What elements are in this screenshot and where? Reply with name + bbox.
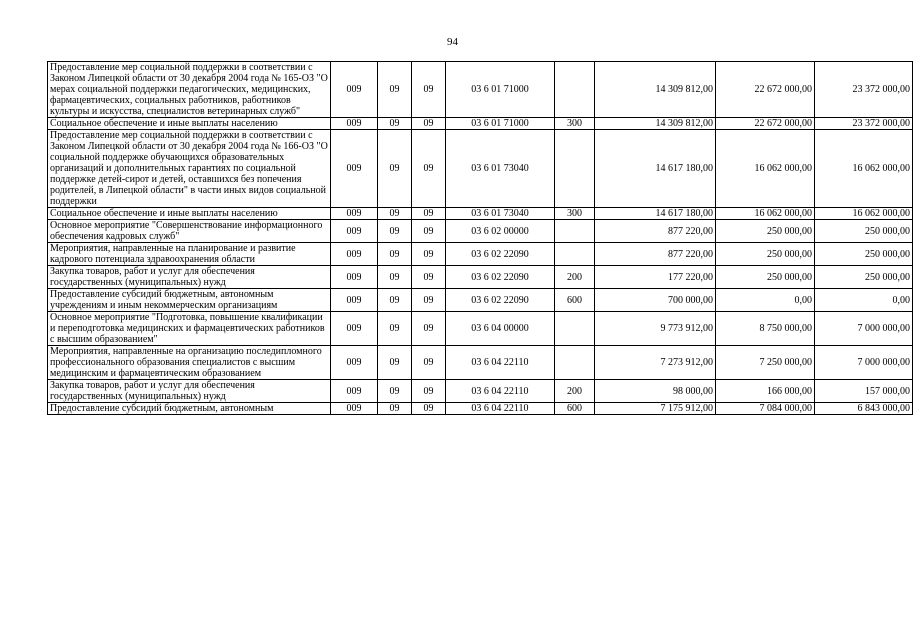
- cell-name: Предоставление мер социальной поддержки в соответствии с Законом Липецкой области от 30 декабря 2004 года № 165-ОЗ "О мерах социальной поддержки педагогических, медицинских, фармацевтических, социальных работников, работников культуры и искусства, специалистов ветеринарных служб": [48, 62, 331, 118]
- cell-name: Предоставление мер социальной поддержки в соответствии с Законом Липецкой области от 30 декабря 2004 года № 166-ОЗ "О социальной поддержке обучающихся образовательных организаций и дополнительных гарантиях по социальной поддержке детей-сирот и детей, оставшихся без попечения родителей, в Липецкой области" в части иных видов социальной поддержки: [48, 130, 331, 208]
- cell-section: 09: [378, 403, 412, 415]
- cell-expense-type: 600: [555, 289, 595, 312]
- cell-ministry-code: 009: [331, 346, 378, 380]
- cell-amount-3: 23 372 000,00: [815, 62, 913, 118]
- cell-target-code: 03 6 02 22090: [446, 266, 555, 289]
- cell-name: Мероприятия, направленные на планирование и развитие кадрового потенциала здравоохранения области: [48, 243, 331, 266]
- cell-subsection: 09: [412, 62, 446, 118]
- cell-name: Основное мероприятие "Подготовка, повышение квалификации и переподготовка медицинских и фармацевтических работников с высшим образованием": [48, 312, 331, 346]
- cell-ministry-code: 009: [331, 403, 378, 415]
- cell-subsection: 09: [412, 220, 446, 243]
- cell-subsection: 09: [412, 289, 446, 312]
- cell-ministry-code: 009: [331, 380, 378, 403]
- cell-amount-2: 166 000,00: [716, 380, 815, 403]
- table-row: [48, 118, 913, 130]
- cell-amount-1: 9 773 912,00: [595, 312, 716, 346]
- cell-amount-2: 16 062 000,00: [716, 208, 815, 220]
- cell-subsection: 09: [412, 266, 446, 289]
- cell-section: 09: [378, 62, 412, 118]
- cell-amount-1: 14 309 812,00: [595, 118, 716, 130]
- cell-expense-type: 200: [555, 380, 595, 403]
- cell-name: Предоставление субсидий бюджетным, автономным учреждениям и иным некоммерческим организациям: [48, 289, 331, 312]
- cell-section: 09: [378, 380, 412, 403]
- cell-ministry-code: 009: [331, 266, 378, 289]
- cell-amount-3: 250 000,00: [815, 243, 913, 266]
- cell-subsection: 09: [412, 312, 446, 346]
- cell-amount-1: 14 309 812,00: [595, 62, 716, 118]
- cell-expense-type: [555, 243, 595, 266]
- cell-ministry-code: 009: [331, 243, 378, 266]
- cell-name: Мероприятия, направленные на организацию последипломного профессионального образования специалистов с высшим медицинским и фармацевтическим образованием: [48, 346, 331, 380]
- cell-expense-type: [555, 346, 595, 380]
- page-number: 94: [447, 36, 458, 48]
- cell-target-code: 03 6 02 22090: [446, 289, 555, 312]
- table-row: [48, 243, 913, 266]
- table-row: [48, 403, 913, 415]
- cell-target-code: 03 6 02 00000: [446, 220, 555, 243]
- cell-amount-1: 14 617 180,00: [595, 130, 716, 208]
- cell-subsection: 09: [412, 380, 446, 403]
- cell-subsection: 09: [412, 346, 446, 380]
- table-row: [48, 346, 913, 380]
- cell-section: 09: [378, 289, 412, 312]
- table-row: [48, 312, 913, 346]
- cell-subsection: 09: [412, 208, 446, 220]
- cell-amount-3: 23 372 000,00: [815, 118, 913, 130]
- cell-target-code: 03 6 01 73040: [446, 208, 555, 220]
- table-row: [48, 208, 913, 220]
- cell-subsection: 09: [412, 118, 446, 130]
- cell-expense-type: 200: [555, 266, 595, 289]
- cell-target-code: 03 6 04 22110: [446, 403, 555, 415]
- cell-amount-1: 877 220,00: [595, 243, 716, 266]
- cell-name: Основное мероприятие "Совершенствование информационного обеспечения кадровых служб": [48, 220, 331, 243]
- cell-amount-3: 6 843 000,00: [815, 403, 913, 415]
- cell-target-code: 03 6 04 22110: [446, 346, 555, 380]
- cell-target-code: 03 6 01 71000: [446, 118, 555, 130]
- cell-expense-type: 300: [555, 208, 595, 220]
- cell-name: Закупка товаров, работ и услуг для обеспечения государственных (муниципальных) нужд: [48, 380, 331, 403]
- cell-amount-3: 250 000,00: [815, 220, 913, 243]
- cell-ministry-code: 009: [331, 130, 378, 208]
- table-body: [48, 62, 913, 415]
- cell-expense-type: [555, 220, 595, 243]
- cell-amount-1: 177 220,00: [595, 266, 716, 289]
- cell-name: Социальное обеспечение и иные выплаты населению: [48, 208, 331, 220]
- cell-amount-3: 157 000,00: [815, 380, 913, 403]
- cell-amount-2: 7 084 000,00: [716, 403, 815, 415]
- cell-target-code: 03 6 01 71000: [446, 62, 555, 118]
- cell-section: 09: [378, 312, 412, 346]
- cell-section: 09: [378, 266, 412, 289]
- cell-expense-type: [555, 130, 595, 208]
- cell-expense-type: 600: [555, 403, 595, 415]
- cell-ministry-code: 009: [331, 312, 378, 346]
- cell-amount-2: 8 750 000,00: [716, 312, 815, 346]
- cell-subsection: 09: [412, 243, 446, 266]
- budget-table: [47, 61, 913, 415]
- cell-expense-type: 300: [555, 118, 595, 130]
- cell-amount-3: 16 062 000,00: [815, 208, 913, 220]
- cell-ministry-code: 009: [331, 289, 378, 312]
- cell-amount-3: 7 000 000,00: [815, 346, 913, 380]
- cell-expense-type: [555, 62, 595, 118]
- cell-amount-2: 7 250 000,00: [716, 346, 815, 380]
- cell-section: 09: [378, 243, 412, 266]
- cell-amount-2: 16 062 000,00: [716, 130, 815, 208]
- cell-amount-3: 250 000,00: [815, 266, 913, 289]
- cell-ministry-code: 009: [331, 220, 378, 243]
- cell-amount-1: 98 000,00: [595, 380, 716, 403]
- cell-target-code: 03 6 02 22090: [446, 243, 555, 266]
- cell-amount-1: 14 617 180,00: [595, 208, 716, 220]
- cell-name: Социальное обеспечение и иные выплаты населению: [48, 118, 331, 130]
- cell-amount-3: 0,00: [815, 289, 913, 312]
- cell-amount-2: 250 000,00: [716, 266, 815, 289]
- cell-ministry-code: 009: [331, 62, 378, 118]
- cell-subsection: 09: [412, 130, 446, 208]
- cell-target-code: 03 6 04 00000: [446, 312, 555, 346]
- cell-target-code: 03 6 01 73040: [446, 130, 555, 208]
- cell-subsection: 09: [412, 403, 446, 415]
- cell-ministry-code: 009: [331, 118, 378, 130]
- cell-amount-2: 250 000,00: [716, 220, 815, 243]
- cell-amount-2: 22 672 000,00: [716, 62, 815, 118]
- cell-amount-1: 7 175 912,00: [595, 403, 716, 415]
- cell-amount-2: 22 672 000,00: [716, 118, 815, 130]
- table-row: [48, 130, 913, 208]
- cell-amount-2: 0,00: [716, 289, 815, 312]
- cell-target-code: 03 6 04 22110: [446, 380, 555, 403]
- cell-amount-3: 7 000 000,00: [815, 312, 913, 346]
- cell-amount-3: 16 062 000,00: [815, 130, 913, 208]
- cell-expense-type: [555, 312, 595, 346]
- cell-amount-1: 877 220,00: [595, 220, 716, 243]
- cell-section: 09: [378, 130, 412, 208]
- cell-amount-2: 250 000,00: [716, 243, 815, 266]
- cell-section: 09: [378, 346, 412, 380]
- cell-section: 09: [378, 220, 412, 243]
- cell-ministry-code: 009: [331, 208, 378, 220]
- table-row: [48, 266, 913, 289]
- cell-name: Предоставление субсидий бюджетным, автономным: [48, 403, 331, 415]
- table-row: [48, 380, 913, 403]
- cell-amount-1: 700 000,00: [595, 289, 716, 312]
- table-row: [48, 62, 913, 118]
- cell-name: Закупка товаров, работ и услуг для обеспечения государственных (муниципальных) нужд: [48, 266, 331, 289]
- table-row: [48, 220, 913, 243]
- cell-section: 09: [378, 208, 412, 220]
- cell-section: 09: [378, 118, 412, 130]
- cell-amount-1: 7 273 912,00: [595, 346, 716, 380]
- table-row: [48, 289, 913, 312]
